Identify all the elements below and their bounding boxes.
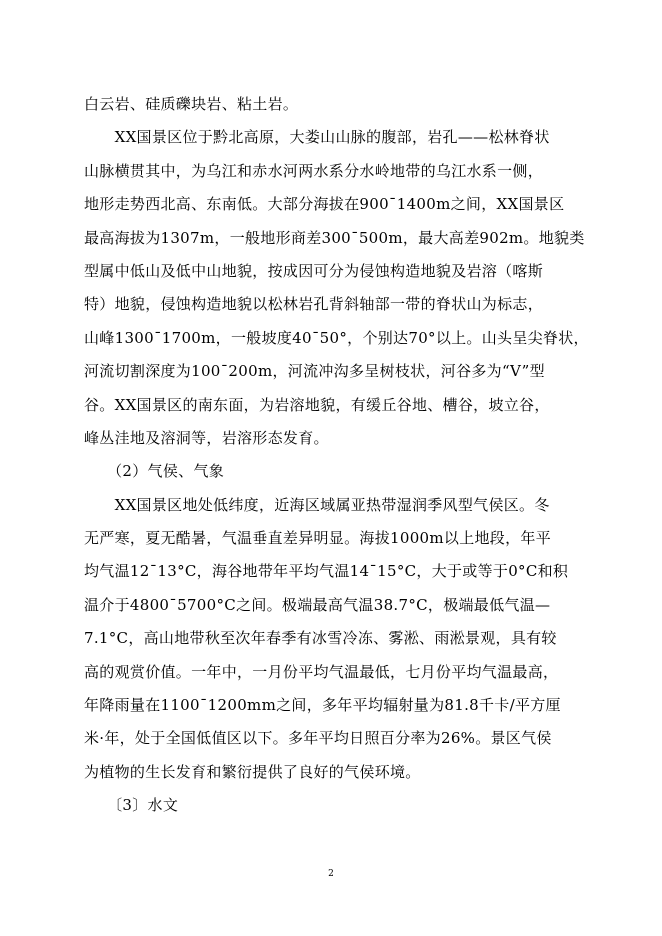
text-line: 河流切割深度为100¯200m，河流冲沟多呈树枝状，河谷多为“V”型 <box>84 362 545 381</box>
text-line: 峰丛洼地及溶洞等，岩溶形态发育。 <box>84 428 329 447</box>
text-line: 型属中低山及低中山地貌，按成因可分为侵蚀构造地貌及岩溶（喀斯 <box>84 261 544 280</box>
text-line: 温介于4800¯5700°C之间。极端最高气温38.7°C，极端最低气温— <box>84 595 551 614</box>
text-line: 山峰1300¯1700m，一般坡度40¯50°，个别达70°以上。山头呈尖脊状， <box>84 328 589 347</box>
text-line: XX国景区位于黔北高原，大娄山山脉的腹部，岩孔——松林脊状 <box>84 128 550 147</box>
text-line: XX国景区地处低纬度，近海区域属亚热带湿润季风型气侯区。冬 <box>84 495 550 514</box>
text-line: 无严寒，夏无酷暑，气温垂直差异明显。海拔1000m以上地段，年平 <box>84 529 551 548</box>
text-line: 年降雨量在1100¯1200mm之间，多年平均辐射量为81.8千卡/平方厘 <box>84 696 561 715</box>
text-line: 最高海拔为1307m，一般地形商差300¯500m，最大高差902m。地貌类 <box>84 228 585 247</box>
text-line: 地形走势西北高、东南低。大部分海拔在900¯1400m之间，XX国景区 <box>84 195 565 214</box>
text-line: 山脉横贯其中，为乌江和赤水河两水系分水岭地带的乌江水系一侧， <box>84 161 544 180</box>
text-line: 均气温12¯13°C，海谷地带年平均气温14¯15°C，大于或等于0°C和积 <box>84 562 569 581</box>
page-number: 2 <box>328 869 334 879</box>
section-heading: 〔3〕水文 <box>84 796 179 815</box>
text-line: 谷。XX国景区的南东面，为岩溶地貌，有缓丘谷地、槽谷，坡立谷， <box>84 395 550 414</box>
text-line: 白云岩、硅质礫块岩、粘土岩。 <box>84 95 299 113</box>
section-heading: （2）气侯、气象 <box>84 462 225 481</box>
text-line: 米·年，处于全国低值区以下。多年平均日照百分率为26%。景区气侯 <box>84 729 552 748</box>
text-line: 为植物的生长发育和繁衍提供了良好的气侯环境。 <box>84 762 421 781</box>
text-line: 特）地貌，侵蚀构造地貌以松林岩孔背斜轴部一带的脊状山为标志， <box>84 295 544 314</box>
body-text <box>84 88 594 823</box>
text-line: 7.1°C，高山地带秋至次年春季有冰雪冷冻、雾淞、雨淞景观，具有较 <box>84 629 557 648</box>
text-line: 高的观赏价值。一年中，一月份平均气温最低，七月份平均气温最高， <box>84 662 559 681</box>
